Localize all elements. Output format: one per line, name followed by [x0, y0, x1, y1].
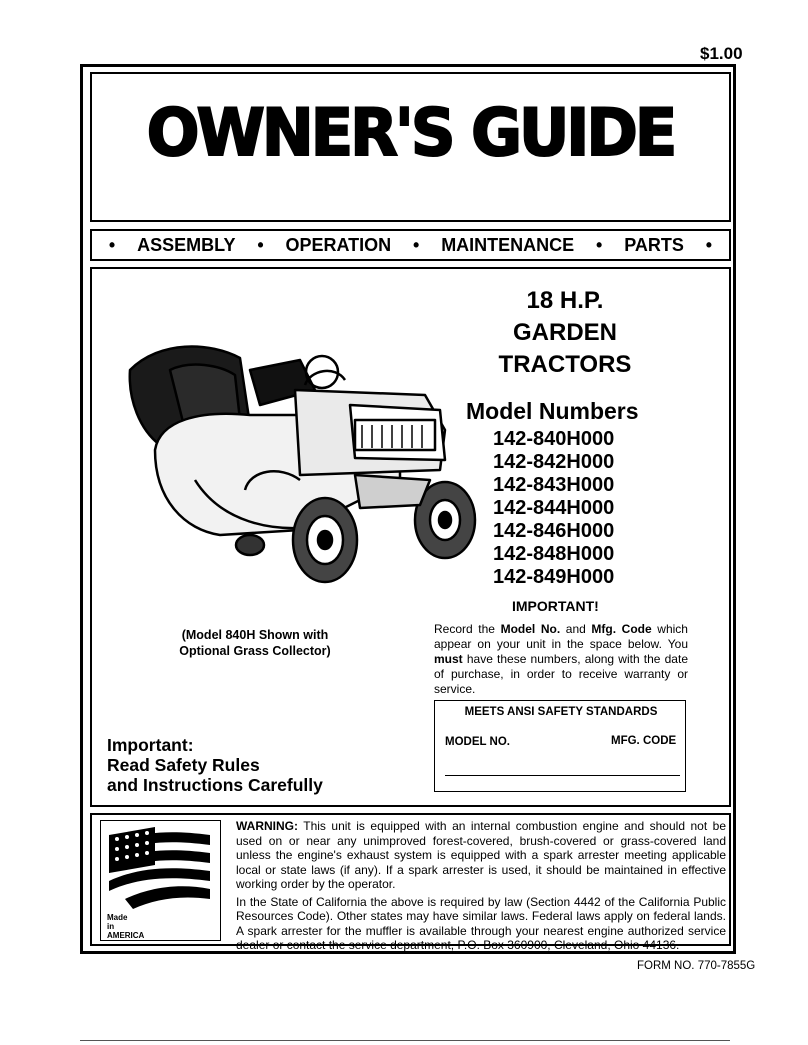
warning-paragraph: In the State of California the above is required by law (Section 4442 of the California Public Resources Code). Other states may have similar laws. Federal laws apply on federal lands. A spark arrester for the muffler is available through your nearest engine authorized service dealer or contact the service department, P.O. Box 360900, Cleveland, Ohio 44136.: [236, 894, 726, 952]
warning-label: WARNING:: [236, 819, 298, 833]
ansi-title: MEETS ANSI SAFETY STANDARDS: [464, 706, 658, 718]
warning-paragraph: [236, 819, 726, 892]
bullet: •: [596, 234, 603, 255]
model-number: 142-842H000: [493, 451, 615, 473]
flag-icon: [105, 825, 217, 913]
image-caption: [160, 627, 350, 659]
bold-run: Mfg. Code: [591, 622, 652, 636]
bullet: •: [108, 234, 116, 255]
bullet: •: [705, 234, 713, 255]
important-heading: IMPORTANT!: [512, 598, 599, 614]
ansi-record-box: [434, 700, 686, 792]
caption-line: (Model 840H Shown with: [181, 628, 329, 642]
bold-run: must: [434, 652, 463, 666]
text-run: This unit is equipped with an internal combustion engine and should not be used on or near any unimproved forest-covered, brush-covered or grass-covered land unless the engine's exhaust system is equipped with a spark arrester meeting applicable local or state laws (if any). If a spark arrester is used, it should be maintained in effective working order by the operator.: [236, 819, 726, 891]
bold-run: Model No.: [500, 622, 561, 636]
model-number-list: [493, 428, 614, 589]
safety-note-line: Important:: [107, 735, 194, 755]
bullet: •: [257, 234, 264, 255]
tractor-drawing: [100, 330, 485, 590]
tractor-illustration: [100, 330, 485, 590]
model-number: 142-843H000: [493, 474, 615, 496]
topic-parts: PARTS: [624, 234, 684, 255]
safety-note-line: and Instructions Carefully: [107, 775, 323, 795]
model-number: 142-840H000: [493, 428, 615, 450]
model-no-label: MODEL NO.: [445, 736, 510, 748]
product-title: [470, 285, 660, 381]
topics-bar: [90, 229, 731, 261]
made-in-america-logo: [100, 820, 221, 941]
form-number: FORM NO. 770-7855G: [637, 960, 756, 972]
model-number: 142-844H000: [493, 497, 615, 519]
text-run: have these numbers, along with the date of purchase, in order to receive warranty or service.: [434, 652, 688, 696]
model-number: 142-846H000: [493, 520, 615, 542]
text-run: Record the: [434, 622, 501, 636]
mfg-code-label: MFG. CODE: [611, 735, 677, 747]
topic-maintenance: MAINTENANCE: [441, 234, 575, 255]
safety-note: [107, 735, 323, 795]
safety-note-line: Read Safety Rules: [107, 755, 260, 775]
warning-text: [236, 819, 726, 956]
model-number: 142-849H000: [493, 566, 615, 588]
made-text: AMERICA: [107, 931, 145, 940]
product-hp: 18 H.P.: [526, 287, 604, 314]
product-kind: TRACTORS: [498, 351, 632, 378]
topic-operation: OPERATION: [285, 234, 392, 255]
made-in-america-text: [107, 913, 144, 940]
record-line: [445, 775, 680, 776]
made-text: Made: [107, 913, 128, 922]
caption-line: Optional Grass Collector): [179, 644, 331, 658]
text-run: and: [560, 622, 592, 636]
model-number: 142-848H000: [493, 543, 615, 565]
text-run: which appear on your unit in the space below. You: [434, 622, 688, 651]
bottom-rule: [80, 1040, 730, 1041]
bullet: •: [413, 234, 420, 255]
product-type: GARDEN: [512, 319, 617, 346]
record-instructions: [434, 622, 688, 697]
topic-assembly: ASSEMBLY: [137, 234, 236, 255]
made-text: in: [107, 922, 115, 931]
model-numbers-heading: Model Numbers: [466, 398, 639, 424]
price-label: $1.00: [700, 44, 743, 63]
page-title: OWNER'S GUIDE: [146, 94, 675, 171]
